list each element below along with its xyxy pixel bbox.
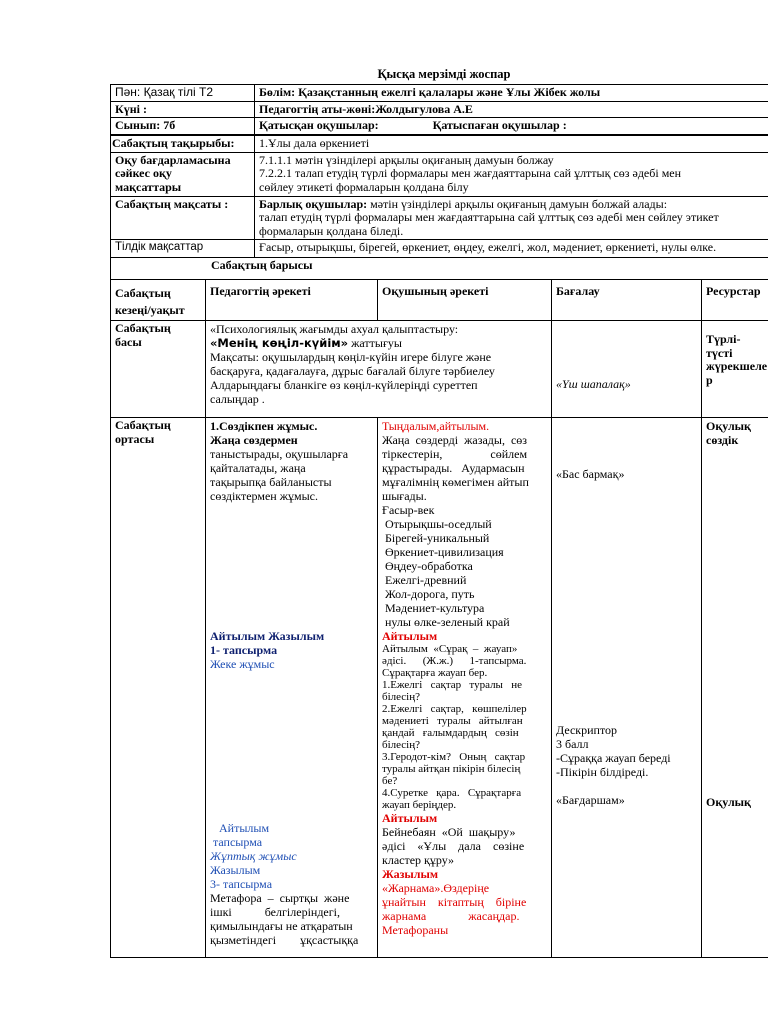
vocab-item: Ғасыр-век <box>382 503 435 517</box>
activity-line: басқаруға, қадағалауға, дұрыс бағалай білуге тәрбиелеу <box>210 364 495 378</box>
student-line: әдісі «Ұлы дала сөзіне <box>382 839 525 853</box>
teacher-line: қызметіндегі ұқсастыққа <box>210 933 359 947</box>
section-cell: Бөлім: Қазақстанның ежелгі қалалары және Ұлы Жібек жолы <box>255 85 768 102</box>
teacher-line: сөздіктермен жұмыс. <box>210 489 318 503</box>
teacher-line <box>210 433 373 447</box>
work-type: Жұптық жұмыс <box>210 849 297 863</box>
vocab-item: Ежелгі-древний <box>382 573 467 587</box>
header-table <box>110 84 768 135</box>
vocab-item: Мәдениет-культура <box>382 601 485 615</box>
absent-label: Қатыспаған оқушылар : <box>432 118 567 132</box>
col-stage-line: Сабақтың <box>115 286 171 300</box>
goals-value <box>255 196 768 240</box>
stage-start-line: басы <box>115 334 142 349</box>
descriptor-item: -Пікірін білдіреді. <box>556 765 649 779</box>
col-stage-line: кезеңі/уақыт <box>115 303 185 317</box>
subject-cell: Пән: Қазақ тілі Т2 <box>111 85 255 102</box>
student-line: шығады. <box>382 489 427 503</box>
task-heading: Айтылым <box>382 811 438 825</box>
objective-item: 7.1.1.1 мәтін үзінділері арқылы оқиғаның дамуын болжау <box>259 152 554 167</box>
vocab-item: Өңдеу-обработка <box>382 559 473 573</box>
resource-line: түсті <box>706 345 733 360</box>
question: қандай ғалымдардың сөзін <box>382 727 519 739</box>
teacher-line-bold: Жаңа сөздермен <box>210 433 298 447</box>
exercise-suffix: жаттығуы <box>348 336 402 350</box>
question: 2.Ежелгі сақтар, көшпелілер <box>382 703 527 715</box>
teacher-name: Педагогтің аты-жөні:Жолдыгулова А.Е <box>255 101 768 118</box>
stage-middle-line: Сабақтың <box>115 418 171 432</box>
work-type: Жеке жұмыс <box>210 657 275 671</box>
teacher-line: қайталатады, жаңа <box>210 461 306 475</box>
topic-label: Сабақтың тақырыбы: <box>111 136 255 153</box>
question: жауап беріңдер. <box>382 799 457 811</box>
task-heading: Айтылым Жазылым <box>210 629 325 643</box>
progress-title: Сабақтың барысы <box>111 258 768 280</box>
activity-line: Мақсаты: оқушылардың көңіл-күйін игере білуге және <box>210 350 492 364</box>
question: білесің? <box>382 739 421 751</box>
activity-line: Алдарыңдағы бланкіге өз көңіл-күйлеріңді суреттеп <box>210 378 478 392</box>
student-line: тіркестерін, сөйлем <box>382 447 528 461</box>
objectives-label <box>111 152 255 196</box>
vocab-item: Бірегей-уникальный <box>382 531 490 545</box>
lesson-table <box>110 279 768 958</box>
language-value: Ғасыр, отырықшы, бірегей, өркениет, өңдеу, ежелгі, жол, мәдениет, өркениеті, нулы өлке. <box>255 240 768 258</box>
student-line: Сұрақтарға жауап бер. <box>382 667 488 679</box>
teacher-line: ішкі белгілеріндегі, <box>210 905 341 919</box>
student-line: Жаңа сөздерді жазады, сөз <box>382 433 528 447</box>
student-line: кластер құру» <box>382 853 455 867</box>
task-heading: Жазылым <box>382 867 439 881</box>
teacher-line: Метафора – сыртқы және <box>210 891 350 905</box>
student-line: мұғалімнің көмегімен айтып <box>382 475 529 489</box>
objectives-label-line: Оқу бағдарламасына <box>115 152 231 167</box>
date-label: Күні : <box>111 101 255 118</box>
task-number: 3- тапсырма <box>210 877 273 891</box>
topic-value: 1.Ұлы дала өркениеті <box>255 136 768 153</box>
resource-line: жүрекшеле <box>706 359 768 373</box>
start-assessment <box>552 321 702 418</box>
teacher-line: тақырыпқа байланысты <box>210 475 332 489</box>
student-line: әдісі. (Ж.ж.) 1-тапсырма. <box>382 655 527 667</box>
task-heading: Айтылым <box>210 821 270 835</box>
vocab-item: Отырықшы-оседлый <box>382 517 492 531</box>
goals-line: талап етудің түрлі формалары мен жағдаяттарына сай ұлттық сөз әдебі мен сөйлеу этикет <box>259 210 719 224</box>
stage-start <box>111 321 206 418</box>
middle-assessment <box>552 418 702 958</box>
task-heading: 1.Сөздікпен жұмыс. <box>210 419 318 433</box>
task-heading: Жазылым <box>210 863 261 877</box>
question: 3.Геродот-кім? Оның сақтар <box>382 751 526 763</box>
col-student: Оқушының әрекеті <box>378 280 552 321</box>
assessment-method: «Үш шапалақ» <box>556 377 631 391</box>
start-resources <box>702 321 768 418</box>
class-cell: Сынып: 7б <box>111 118 255 135</box>
resource-line: Оқулық <box>706 419 751 433</box>
col-resources: Ресурстар <box>702 280 768 321</box>
topic-table <box>110 135 768 280</box>
student-line: Айтылым «Сұрақ – жауап» <box>382 643 518 655</box>
exercise-name: «Менің көңіл-күйім» <box>210 336 349 350</box>
resource-line: сөздік <box>706 433 739 447</box>
language-label: Тілдік мақсаттар <box>111 240 255 258</box>
student-line: «Жарнама».Өздеріңе <box>382 881 490 895</box>
middle-teacher <box>206 418 378 958</box>
vocab-item: Жол-дорога, путь <box>382 587 475 601</box>
objective-item: 7.2.2.1 талап етудің түрлі формалары мен жағдаяттарына сай ұлттық сөз әдебі мен <box>259 166 682 180</box>
goals-all-label: Барлық оқушылар: <box>259 196 368 211</box>
question: мәдениеті туралы айтылған <box>382 715 523 727</box>
goals-line: формаларын қолдана біледі. <box>259 223 404 238</box>
student-line: жарнама жасаңдар. <box>382 909 520 923</box>
start-activity <box>206 321 552 418</box>
question: білесің? <box>382 691 421 703</box>
descriptor-title: Дескриптор <box>556 723 618 737</box>
descriptor-score: 3 балл <box>556 737 589 751</box>
stage-start-line: Сабақтың <box>115 321 171 335</box>
question: 4.Суретке қара. Сұрақтарға <box>382 787 522 799</box>
vocab-item: нулы өлке-зеленый край <box>382 615 510 629</box>
resource-line: Оқулық <box>706 795 751 809</box>
present-label: Қатысқан оқушылар: <box>259 118 379 132</box>
task-number: тапсырма <box>210 835 263 849</box>
stage-middle <box>111 418 206 958</box>
document-title: Қысқа мерзімді жоспар <box>377 67 511 81</box>
activity-line: салыңдар . <box>210 392 265 406</box>
student-line: Бейнебаян «Ой шақыру» <box>382 825 516 839</box>
col-assessment: Бағалау <box>552 280 702 321</box>
teacher-line: қимылындағы не атқаратын <box>210 919 353 933</box>
question: бе? <box>382 775 398 787</box>
col-teacher: Педагогтің әрекеті <box>206 280 378 321</box>
question: туралы айтқан пікірін білесің <box>382 763 521 775</box>
vocab-item: Өркениет-цивилизация <box>382 545 504 559</box>
stage-middle-line: ортасы <box>115 431 155 446</box>
task-number: 1- тапсырма <box>210 643 278 657</box>
assessment-method: «Бағдаршам» <box>556 793 625 807</box>
task-heading: Тыңдалым,айтылым. <box>382 419 490 433</box>
objectives-label-line: мақсаттары <box>115 179 182 194</box>
col-stage <box>111 280 206 321</box>
middle-student <box>378 418 552 958</box>
teacher-line: таныстырады, оқушыларға <box>210 447 349 461</box>
student-line: құрастырады. Аудармасын <box>382 461 525 475</box>
student-line: Метафораны <box>382 923 449 937</box>
student-line: ұнайтын кітаптың біріне <box>382 895 527 909</box>
resource-line: р <box>706 372 713 387</box>
question: 1.Ежелгі сақтар туралы не <box>382 679 522 691</box>
goals-label: Сабақтың мақсаты : <box>111 196 255 240</box>
activity-line: «Психологиялық жағымды ахуал қалыптастыру: <box>210 322 459 336</box>
middle-resources <box>702 418 768 958</box>
objective-item: сөйлеу этикеті формаларын қолдана білу <box>259 179 469 194</box>
descriptor-item: -Сұраққа жауап береді <box>556 751 671 765</box>
objectives-value <box>255 152 768 196</box>
attendance-cell <box>255 118 768 135</box>
goals-all-text: мәтін үзінділері арқылы оқиғаның дамуын болжай алады: <box>367 196 668 211</box>
objectives-label-line: сәйкес оқу <box>115 166 172 180</box>
resource-line: Түрлі- <box>706 332 741 346</box>
assessment-method: «Бас бармақ» <box>556 467 625 481</box>
task-heading: Айтылым <box>382 629 438 643</box>
